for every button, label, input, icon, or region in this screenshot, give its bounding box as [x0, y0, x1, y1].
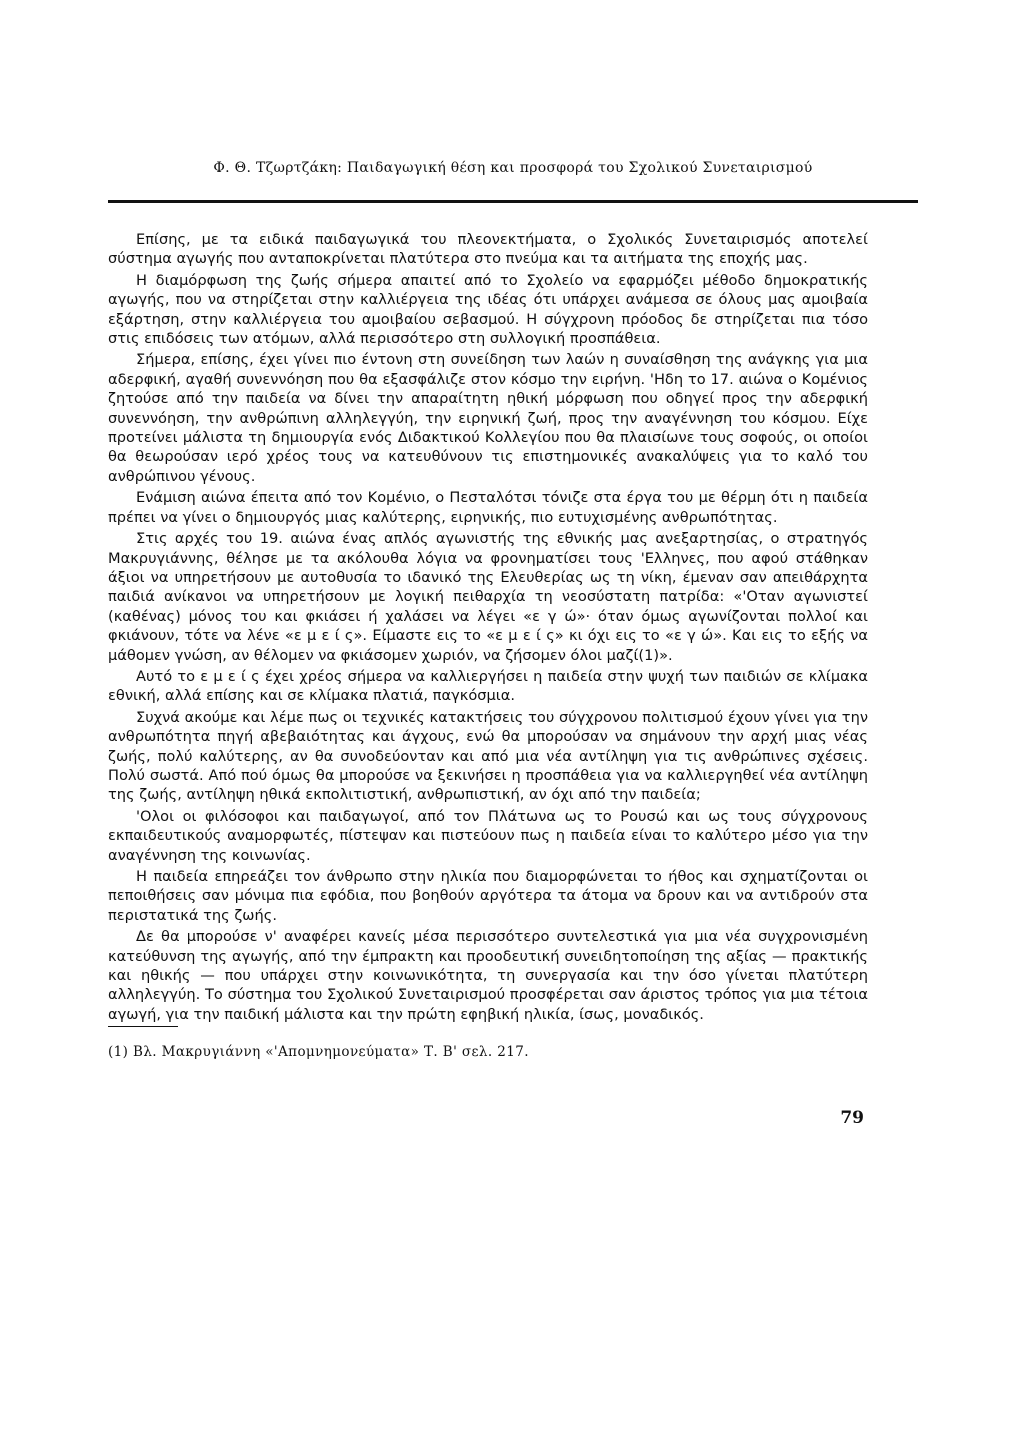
footnote: (1) Βλ. Μακρυγιάννη «'Απομνημονεύματα» Τ. Β' σελ. 217.: [108, 1044, 529, 1060]
page-number: 79: [840, 1108, 864, 1128]
footnote-rule: [108, 1026, 178, 1027]
paragraph-1: Επίσης, με τα ειδικά παιδαγωγικά του πλεονεκτήματα, ο Σχολικός Συνεταιρισμός αποτελεί σύστημα αγωγής που ανταποκρίνεται πλατύτερα στο πνεύμα και τα αιτήματα της εποχής μας.: [108, 231, 868, 268]
paragraph-4: Ενάμιση αιώνα έπειτα από τον Κομένιο, ο Πεσταλότσι τόνιζε στα έργα του με θέρμη ότι η παιδεία πρέπει να γίνει ο δημιουργός μιας καλύτερης, ειρηνικής, πιο ευτυχισμένης ανθρωπότητας.: [108, 489, 868, 526]
paragraph-2: Η διαμόρφωση της ζωής σήμερα απαιτεί από το Σχολείο να εφαρμόζει μέθοδο δημοκρατικής αγωγής, που να στηρίζεται στην καλλιέργεια της ιδέας ότι υπάρχει ανάμεσα σε όλους μας αμοιβαία εξάρτηση, στην καλλιέργεια του αμοιβαίου σεβασμού. Η σύγχρονη πρόοδος δε στηρίζεται πια τόσο στις επιδόσεις των ατόμων, αλλά περισσότερο στη συλλογική προσπάθεια.: [108, 271, 868, 348]
paragraph-7: Συχνά ακούμε και λέμε πως οι τεχνικές κατακτήσεις του σύγχρονου πολιτισμού έχουν γίνει για την ανθρωπότητα πηγή αβεβαιότητας και άγχους, ενώ θα μπορούσαν να σημάνουν την αρχή μιας νέας ζωής, πολύ καλύτερης, αν θα συνοδεύονταν και από μια νέα αντίληψη για τις ανθρώπινες σχέσεις. Πολύ σωστά. Από πού όμως θα μπορούσε να ξεκινήσει η προσπάθεια για να καλλιεργηθεί νέα αντίληψη της ζωής, αντίληψη ηθικά εκπολιτιστική, ανθρωπιστική, αν όχι από την παιδεία;: [108, 708, 868, 804]
paragraph-3: Σήμερα, επίσης, έχει γίνει πιο έντονη στη συνείδηση των λαών η συναίσθηση της ανάγκης για μια αδερφική, αγαθή συνεννόηση που θα εξασφάλιζε στον κόσμο την ειρήνη. 'Ηδη το 17. αιώνα ο Κομένιος ζητούσε από την παιδεία να δίνει την απαραίτητη ηθική μόρφωση που οδηγεί προς την αδερφική συνεννόηση, την ανθρώπινη αλληλεγγύη, την ειρηνική ζωή, προς την αναγέννηση του κόσμου. Είχε προτείνει μάλιστα τη δημιουργία ενός Διδακτικού Κολλεγίου που θα πλαισίωνε τους σοφούς, οι οποίοι θα θεωρούσαν ιερό χρέος τους να κατευθύνουν τις επιστημονικές ανακαλύψεις για το καλό του ανθρώπινου γένους.: [108, 351, 868, 485]
paragraph-10: Δε θα μπορούσε ν' αναφέρει κανείς μέσα περισσότερο συντελεστικά για μια νέα συγχρονισμένη κατεύθυνση της αγωγής, από την έμπρακτη και προοδευτική συνειδητοποίηση της αξίας — πρακτικής και ηθικής — που υπάρχει στην κοινωνικότητα, τη συνεργασία και την όσο γίνεται πλατύτερη αλληλεγγύη. Το σύστημα του Σχολικού Συνεταιρισμού προσφέρεται σαν άριστος τρόπος για μια τέτοια αγωγή, για την παιδική μάλιστα και την πρώτη εφηβική ηλικία, ίσως, μοναδικός.: [108, 928, 868, 1023]
paragraph-6: Αυτό το ε μ ε ί ς έχει χρέος σήμερα να καλλιεργήσει η παιδεία στην ψυχή των παιδιών σε κλίμακα εθνική, αλλά επίσης και σε κλίμακα πλατιά, παγκόσμια.: [108, 667, 868, 705]
running-header: Φ. Θ. Τζωρτζάκη: Παιδαγωγική θέση και προσφορά του Σχολικού Συνεταιρισμού: [213, 160, 813, 176]
paragraph-9: Η παιδεία επηρεάζει τον άνθρωπο στην ηλικία που διαμορφώνεται το ήθος και σχηματίζονται οι πεποιθήσεις σαν μόνιμα πια εφόδια, που βοηθούν αργότερα τα άτομα να δρουν και να αντιδρούν στα περιστατικά της ζωής.: [108, 868, 868, 924]
paragraph-8: 'Ολοι οι φιλόσοφοι και παιδαγωγοί, από τον Πλάτωνα ως το Ρουσώ και ως τους σύγχρονους εκπαιδευτικούς αναμορφωτές, πίστεψαν και πιστεύουν πως η παιδεία είναι το καλύτερο μέσο για την αναγέννηση της κοινωνίας.: [108, 807, 868, 864]
paragraph-5: Στις αρχές του 19. αιώνα ένας απλός αγωνιστής της εθνικής μας ανεξαρτησίας, ο στρατηγός Μακρυγιάννης, θέλησε με τα ακόλουθα λόγια να φρονηματίσει τους 'Ελληνες, που αφού στάθηκαν άξιοι να υπηρετήσουν με αυτοθυσία το ιδανικό της Ελευθερίας ως τη νίκη, έμεναν σαν απειθάρχητα παιδιά ανίκανοι να υπηρετήσουν με λογική πειθαρχία τη νεοσύστατη πατρίδα: «'Οταν αγωνιστεί (καθένας) μόνος του και φκιάσει ή χαλάσει να λέγει «ε γ ώ»· όταν όμως αγωνίζονται πολλοί και φκιάνουν, τότε να λένε «ε μ ε ί ς». Είμαστε εις το «ε μ ε ί ς» κι όχι εις το «ε γ ώ». Και εις το εξής να μάθομεν γνώση, αν θέλομεν να φκιάσομεν χωριόν, να ζήσομεν όλοι μαζί(1)».: [108, 530, 868, 664]
body-text: [108, 230, 868, 1024]
header-rule: [108, 200, 918, 203]
